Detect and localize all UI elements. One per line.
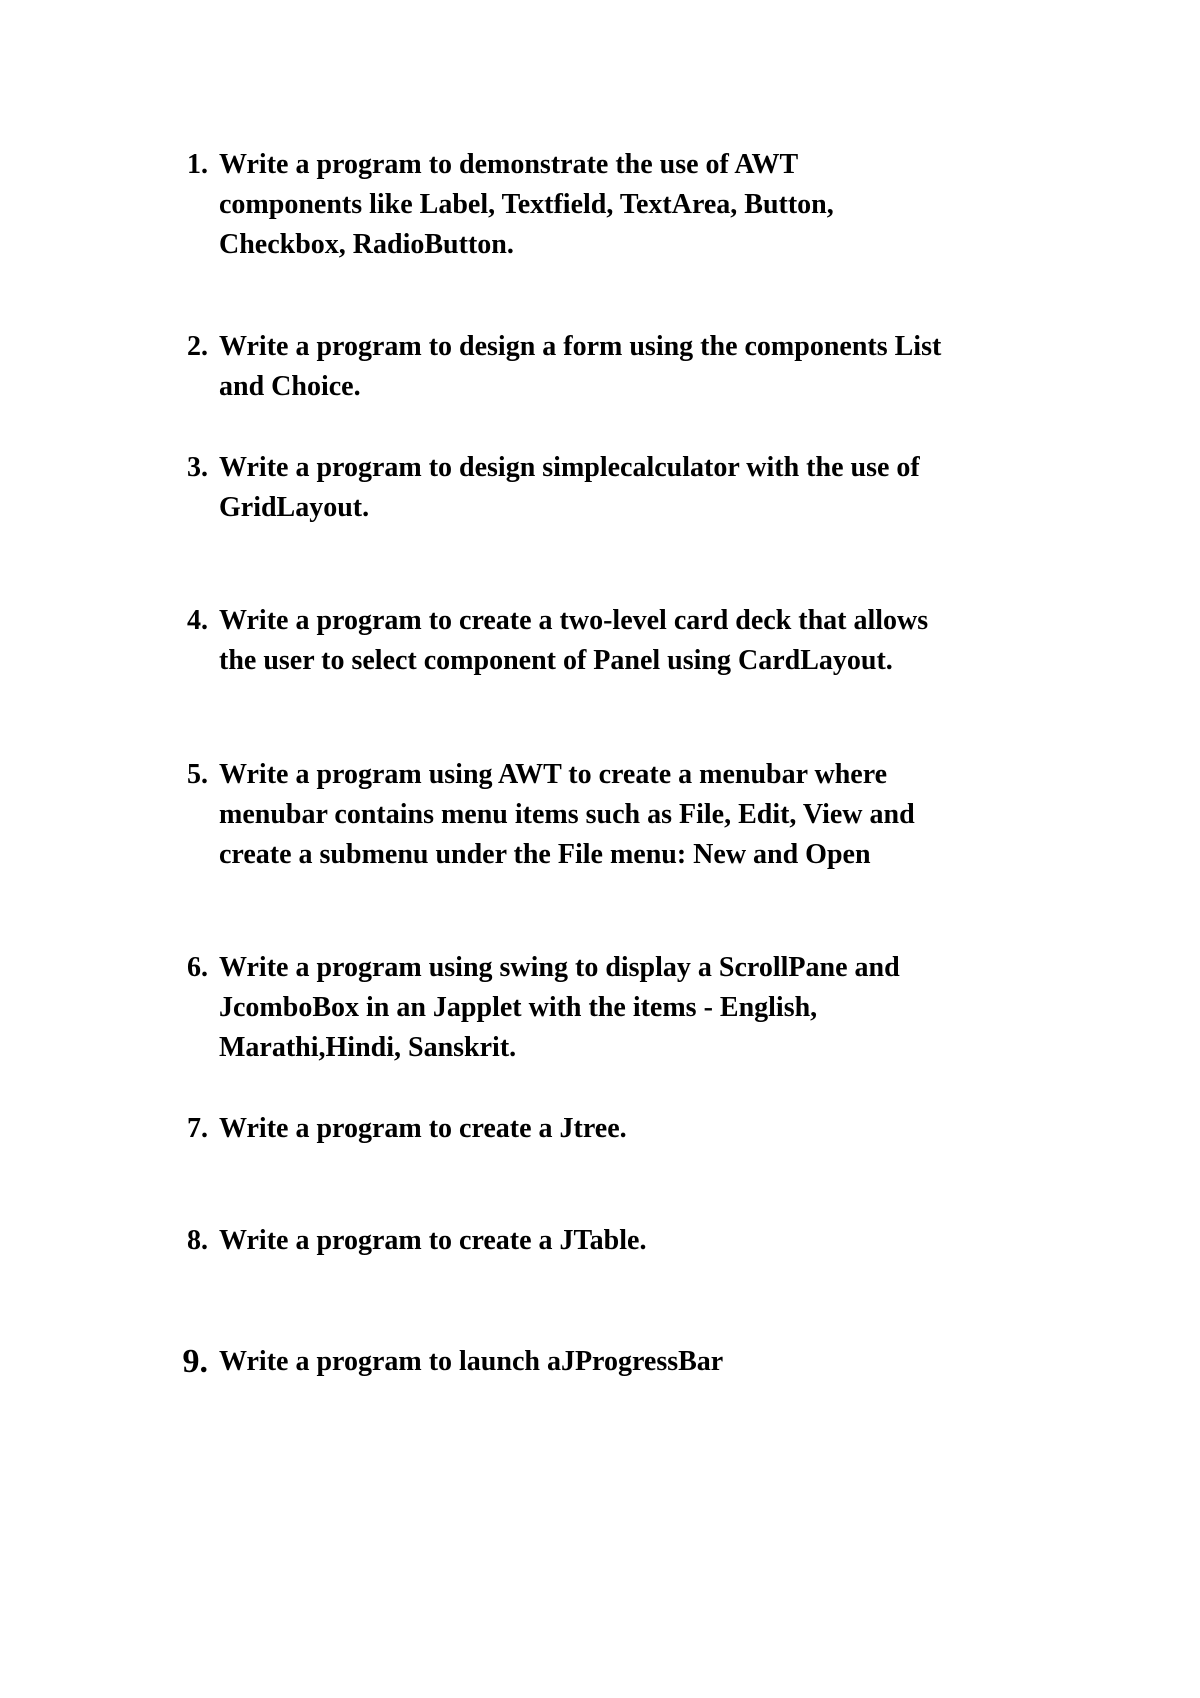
item-number: 9. bbox=[182, 1343, 208, 1380]
item-text-line: Write a program to create a two-level card deck that allows bbox=[219, 605, 929, 636]
item-text-line: GridLayout. bbox=[219, 492, 370, 523]
item-text bbox=[219, 1109, 1099, 1149]
item-text bbox=[219, 948, 1099, 1068]
item-text bbox=[219, 601, 1099, 681]
item-text-line: Marathi,Hindi, Sanskrit. bbox=[219, 1032, 517, 1063]
item-text-line: Write a program to design simplecalculator with the use of bbox=[219, 452, 920, 483]
item-text-line: and Choice. bbox=[219, 371, 361, 402]
item-number: 6. bbox=[187, 952, 208, 983]
item-text-line: Write a program using AWT to create a menubar where bbox=[219, 759, 888, 790]
item-text-line: the user to select component of Panel using CardLayout. bbox=[219, 645, 893, 676]
item-text-line: Checkbox, RadioButton. bbox=[219, 229, 514, 260]
item-number: 2. bbox=[187, 331, 208, 362]
item-number: 7. bbox=[187, 1113, 208, 1144]
item-text-line: Write a program to create a Jtree. bbox=[219, 1113, 627, 1144]
item-number: 3. bbox=[187, 452, 208, 483]
item-text-line: Write a program to demonstrate the use of AWT bbox=[219, 149, 799, 180]
item-text bbox=[219, 145, 1099, 265]
item-text bbox=[219, 327, 1099, 407]
item-number: 8. bbox=[187, 1225, 208, 1256]
item-text bbox=[219, 1342, 1099, 1382]
item-text-line: Write a program to create a JTable. bbox=[219, 1225, 647, 1256]
item-text-line: Write a program using swing to display a ScrollPane and bbox=[219, 952, 900, 983]
item-text-line: create a submenu under the File menu: New and Open bbox=[219, 839, 871, 870]
item-text bbox=[219, 755, 1099, 875]
item-text-line: JcomboBox in an Japplet with the items - English, bbox=[219, 992, 818, 1023]
item-text bbox=[219, 448, 1099, 528]
item-text bbox=[219, 1221, 1099, 1261]
item-text-line: Write a program to design a form using the components List bbox=[219, 331, 942, 362]
item-text-line: Write a program to launch aJProgressBar bbox=[219, 1346, 724, 1377]
item-text-line: menubar contains menu items such as File, Edit, View and bbox=[219, 799, 915, 830]
item-text-line: components like Label, Textfield, TextArea, Button, bbox=[219, 189, 834, 220]
item-number: 4. bbox=[187, 605, 208, 636]
item-number: 1. bbox=[187, 149, 208, 180]
item-number: 5. bbox=[187, 759, 208, 790]
